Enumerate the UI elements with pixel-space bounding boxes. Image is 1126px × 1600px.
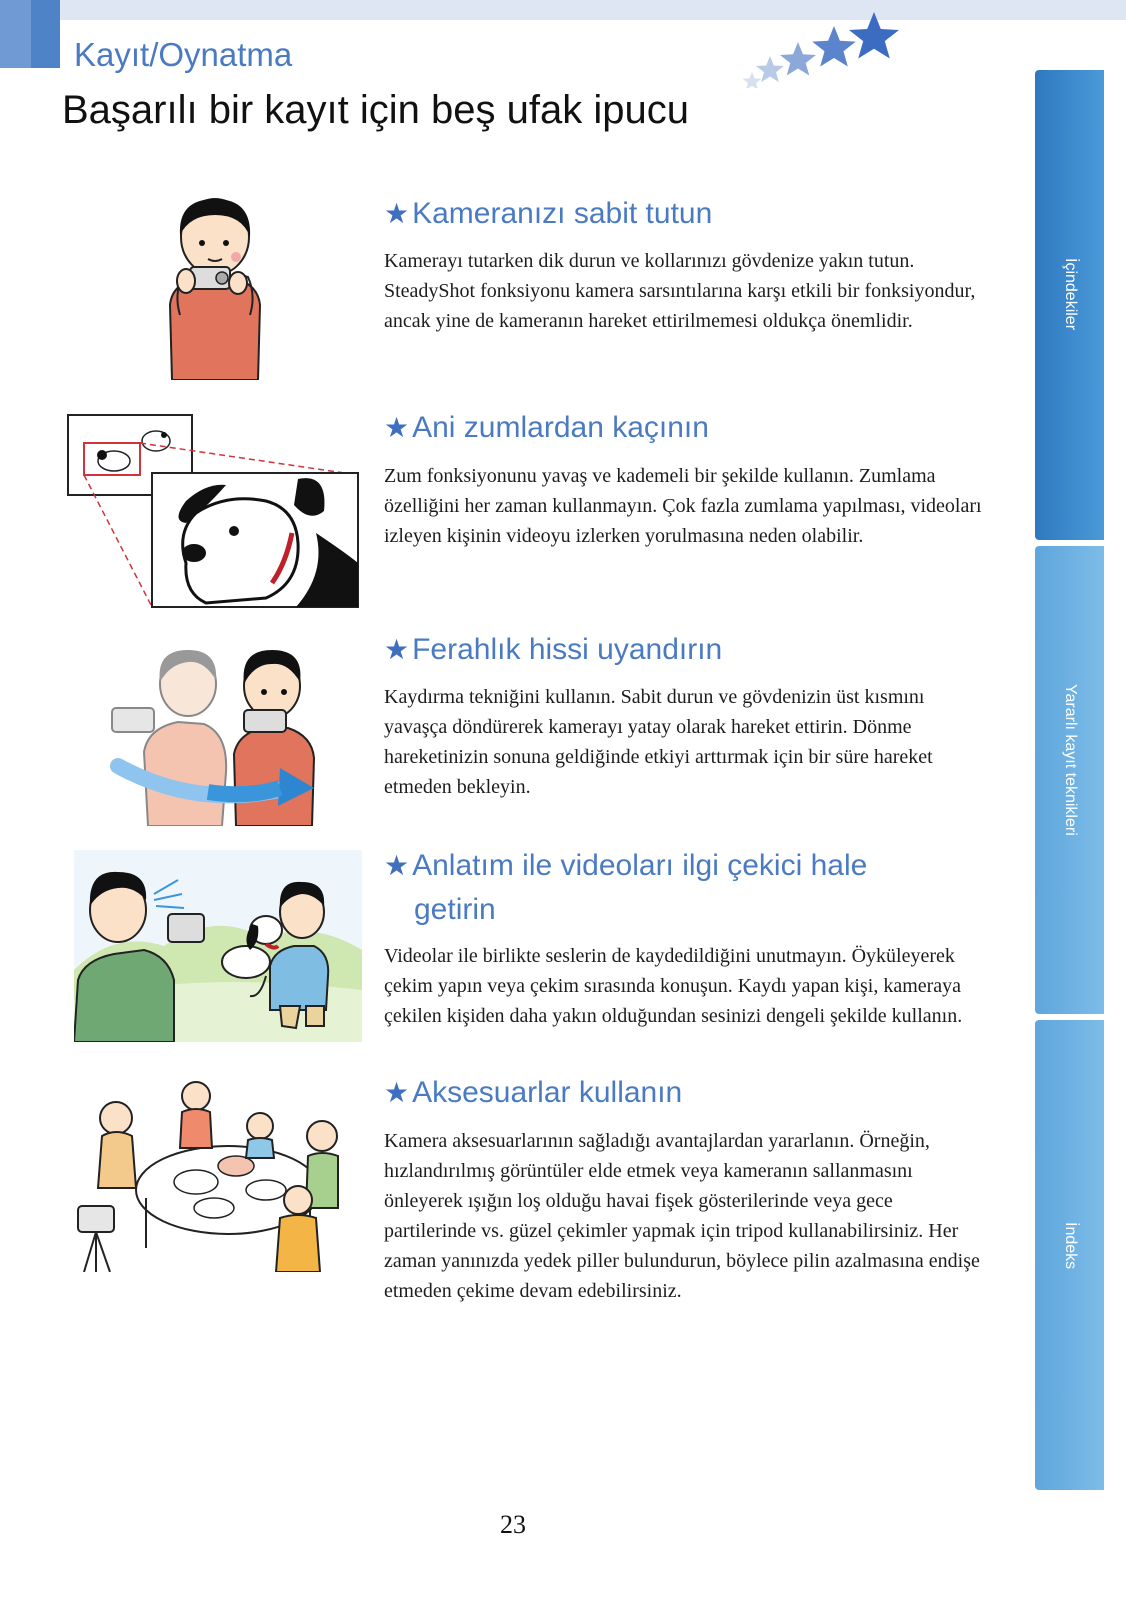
- star-icon: ★: [384, 412, 410, 443]
- section-label: Kayıt/Oynatma: [74, 36, 293, 73]
- header-band: [0, 0, 1126, 20]
- star-icon: ★: [384, 634, 410, 665]
- tip-body-accessories: Kamera aksesuarlarının sağladığı avantajlardan yararlanın. Örneğin, hızlandırılmış görüntüler elde etmek veya kameranın sallanmasını önleyerek ışığın loş olduğu havai fişek gösterilerinde veya gece partilerinde vs. güzel çekimler yapmak için tripod kullanabilirsiniz. Her zaman yanınızda yedek piller bulundurun, böylece pilin azalmasına endişe etmeden çekime devam edebilirsiniz.: [384, 1130, 980, 1302]
- tip-body-narration: Videolar ile birlikte seslerin de kaydedildiğini unutmayın. Öyküleyerek çekim yapın veya çekim sırasında konuşun. Kaydı yapan kişi, kameraya çekilen kişiden daha yakın olduğundan sesinizi dengeli şekilde kullanın.: [384, 945, 963, 1027]
- page-number: 23: [500, 1510, 526, 1539]
- tip-heading-steady: ★ Kameranızı sabit tutun: [384, 197, 713, 230]
- tip-body-zoom: Zum fonksiyonunu yavaş ve kademeli bir şekilde kullanın. Zumlama özelliğini her zaman kullanmayın. Çok fazla zumlama yapılması, videoları izleyen kişinin videoyu izlerken yorulmasına neden olabilir.: [384, 465, 982, 547]
- tip-body-steady: Kamerayı tutarken dik durun ve kollarınızı gövdenize yakın tutun. SteadyShot fonksiyonu kamera sarsıntılarına karşı etkili bir fonksiyondur, ancak yine de kameranın hareket ettirilmemesi oldukça önemlidir.: [384, 250, 976, 332]
- decorative-stars-icon: [742, 12, 904, 88]
- tab-contents[interactable]: [1035, 70, 1104, 540]
- star-icon: ★: [384, 850, 410, 881]
- tip-heading-accessories: ★ Aksesuarlar kullanın: [384, 1076, 683, 1109]
- star-icon: ★: [384, 198, 410, 229]
- page-title: Başarılı bir kayıt için beş ufak ipucu: [62, 88, 689, 132]
- tip-heading-panning: ★ Ferahlık hissi uyandırın: [384, 633, 723, 666]
- zoom-dog-illustration: [66, 413, 360, 609]
- steady-camera-illustration: [160, 195, 270, 380]
- panning-illustration: [108, 642, 320, 826]
- tip-heading-zoom: ★ Ani zumlardan kaçının: [384, 411, 709, 444]
- tab-useful-techniques-label: Yararlı kayıt teknikleri: [1062, 684, 1079, 836]
- tab-contents-label: İçindekiler: [1062, 258, 1079, 331]
- corner-block: [0, 0, 60, 68]
- tab-index[interactable]: [1035, 1020, 1104, 1490]
- tip-body-panning: Kaydırma tekniğini kullanın. Sabit durun ve gövdenizin üst kısmını yavaşça döndürerek kamerayı yatay olarak hareket ettirin. Dönme hareketinizin sonuna geldiğinde etkiyi arttırmak için bir süre hareket etmeden bekleyin.: [384, 686, 933, 798]
- narration-illustration: [74, 850, 362, 1042]
- accessories-illustration: [76, 1078, 358, 1272]
- star-icon: ★: [384, 1077, 410, 1108]
- tab-index-label: İndeks: [1062, 1222, 1079, 1270]
- tab-useful-techniques[interactable]: [1035, 546, 1104, 1014]
- tip-heading-narration: ★ Anlatım ile videoları ilgi çekici hale getirin: [384, 849, 868, 926]
